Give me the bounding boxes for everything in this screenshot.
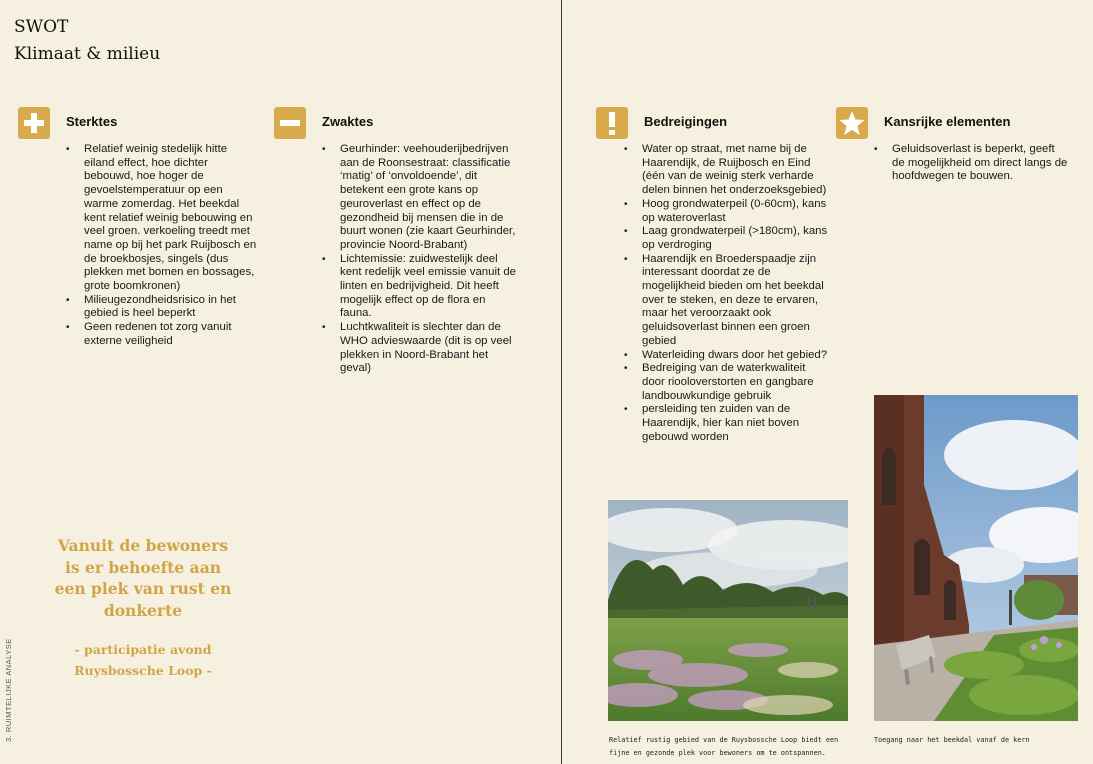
section-bedreigingen <box>596 107 836 444</box>
plus-icon <box>18 107 50 139</box>
page-spine <box>561 0 562 764</box>
list-item: • persleiding ten zuiden van de Haarendijk, hier kan niet boven gebouwd worden <box>624 403 830 444</box>
resident-quote <box>48 535 238 681</box>
exclamation-icon <box>596 107 628 139</box>
caption-line: Relatief rustig gebied van de Ruysbossche Loop biedt een <box>609 736 839 744</box>
section-title: Sterktes <box>66 114 118 129</box>
list-item: • Bedreiging van de waterkwaliteit door riooloverstorten en gangbare landbouwkundige gebruik <box>624 362 830 403</box>
list-item: • Water op straat, met name bij de Haarendijk, de Ruijbosch en Eind (één van de weinig sterk verharde delen binnen het onderzoeksgebied) <box>624 143 830 198</box>
section-kansrijk <box>836 107 1086 184</box>
title-line-swot: SWOT <box>14 17 69 37</box>
section-header <box>596 107 836 143</box>
list-item: • Milieugezondheidsrisico in het gebied is heel beperkt <box>66 294 258 321</box>
section-title: Kansrijke elementen <box>884 114 1011 129</box>
section-header <box>18 107 268 143</box>
bullet-list <box>624 143 830 444</box>
list-item: • Geurhinder: veehouderijbedrijven aan de Roonsestraat: classificatie ‘matig’ of ‘onvoldoende’, dit betekent een grote kans op geuroverlast en effect op de gezondheid bij mensen die in de buurt wonen (zie kaart Geurhinder, provincie Noord-Brabant) <box>322 143 520 253</box>
list-item: • Luchtkwaliteit is slechter dan de WHO advieswaarde (dit is op veel plekken in Noord-Brabant het geval) <box>322 321 520 376</box>
list-item: • Laag grondwaterpeil (>180cm), kans op verdroging <box>624 225 830 252</box>
list-item: • Relatief weinig stedelijk hitte eiland effect, hoe dichter bebouwd, hoe hoger de gevoelstemperatuur op een warme zomerdag. Het beekdal kent relatief weinig bebouwing en veel groen. verkoeling treedt met name op bij het park Ruijbosch en de broekbosjes, singels (dus plekken met bomen en bossages, grote boomkronen) <box>66 143 258 294</box>
quote-attribution-line: - participatie avond <box>74 642 212 657</box>
list-item: • Haarendijk en Broederspaadje zijn interessant doordat ze de mogelijkheid bieden om het beekdal over te steken, en deze te ervaren, maar het veroorzaakt ook geluidsoverlast binnen een groen gebied <box>624 253 830 349</box>
meadow-photo-caption <box>609 734 859 760</box>
page-title <box>14 14 160 68</box>
meadow-photo <box>608 500 848 721</box>
bullet-list <box>322 143 520 376</box>
section-title: Zwaktes <box>322 114 374 129</box>
list-item: • Geen redenen tot zorg vanuit externe veiligheid <box>66 321 258 348</box>
list-item: • Geluidsoverlast is beperkt, geeft de mogelijkheid om direct langs de hoofdwegen te bouwen. <box>874 143 1070 184</box>
section-sterktes <box>18 107 268 349</box>
quote-attribution <box>48 639 238 681</box>
chapter-side-label: 3. RUIMTELIJKE ANALYSE <box>4 638 13 742</box>
church-photo <box>874 395 1078 721</box>
list-item: • Waterleiding dwars door het gebied? <box>624 349 830 363</box>
list-item: • Hoog grondwaterpeil (0-60cm), kans op wateroverlast <box>624 198 830 225</box>
section-header <box>274 107 534 143</box>
minus-icon <box>274 107 306 139</box>
star-icon <box>836 107 868 139</box>
bullet-list <box>874 143 1070 184</box>
list-item: • Lichtemissie: zuidwestelijk deel kent redelijk veel emissie vanuit de linten en bedrijvigheid. Dit heeft mogelijk effect op de flora en fauna. <box>322 253 520 322</box>
section-header <box>836 107 1086 143</box>
quote-text: Vanuit de bewoners is er behoefte aan een plek van rust en donkerte <box>54 536 232 620</box>
title-line-topic: Klimaat & milieu <box>14 44 161 64</box>
bullet-list <box>66 143 258 349</box>
church-photo-caption: Toegang naar het beekdal vanaf de kern <box>874 736 1030 744</box>
section-zwaktes <box>274 107 534 376</box>
quote-attribution-line: Ruysbossche Loop - <box>74 663 212 678</box>
section-title: Bedreigingen <box>644 114 728 129</box>
caption-line: fijne en gezonde plek voor bewoners om te ontspannen. <box>609 749 826 757</box>
